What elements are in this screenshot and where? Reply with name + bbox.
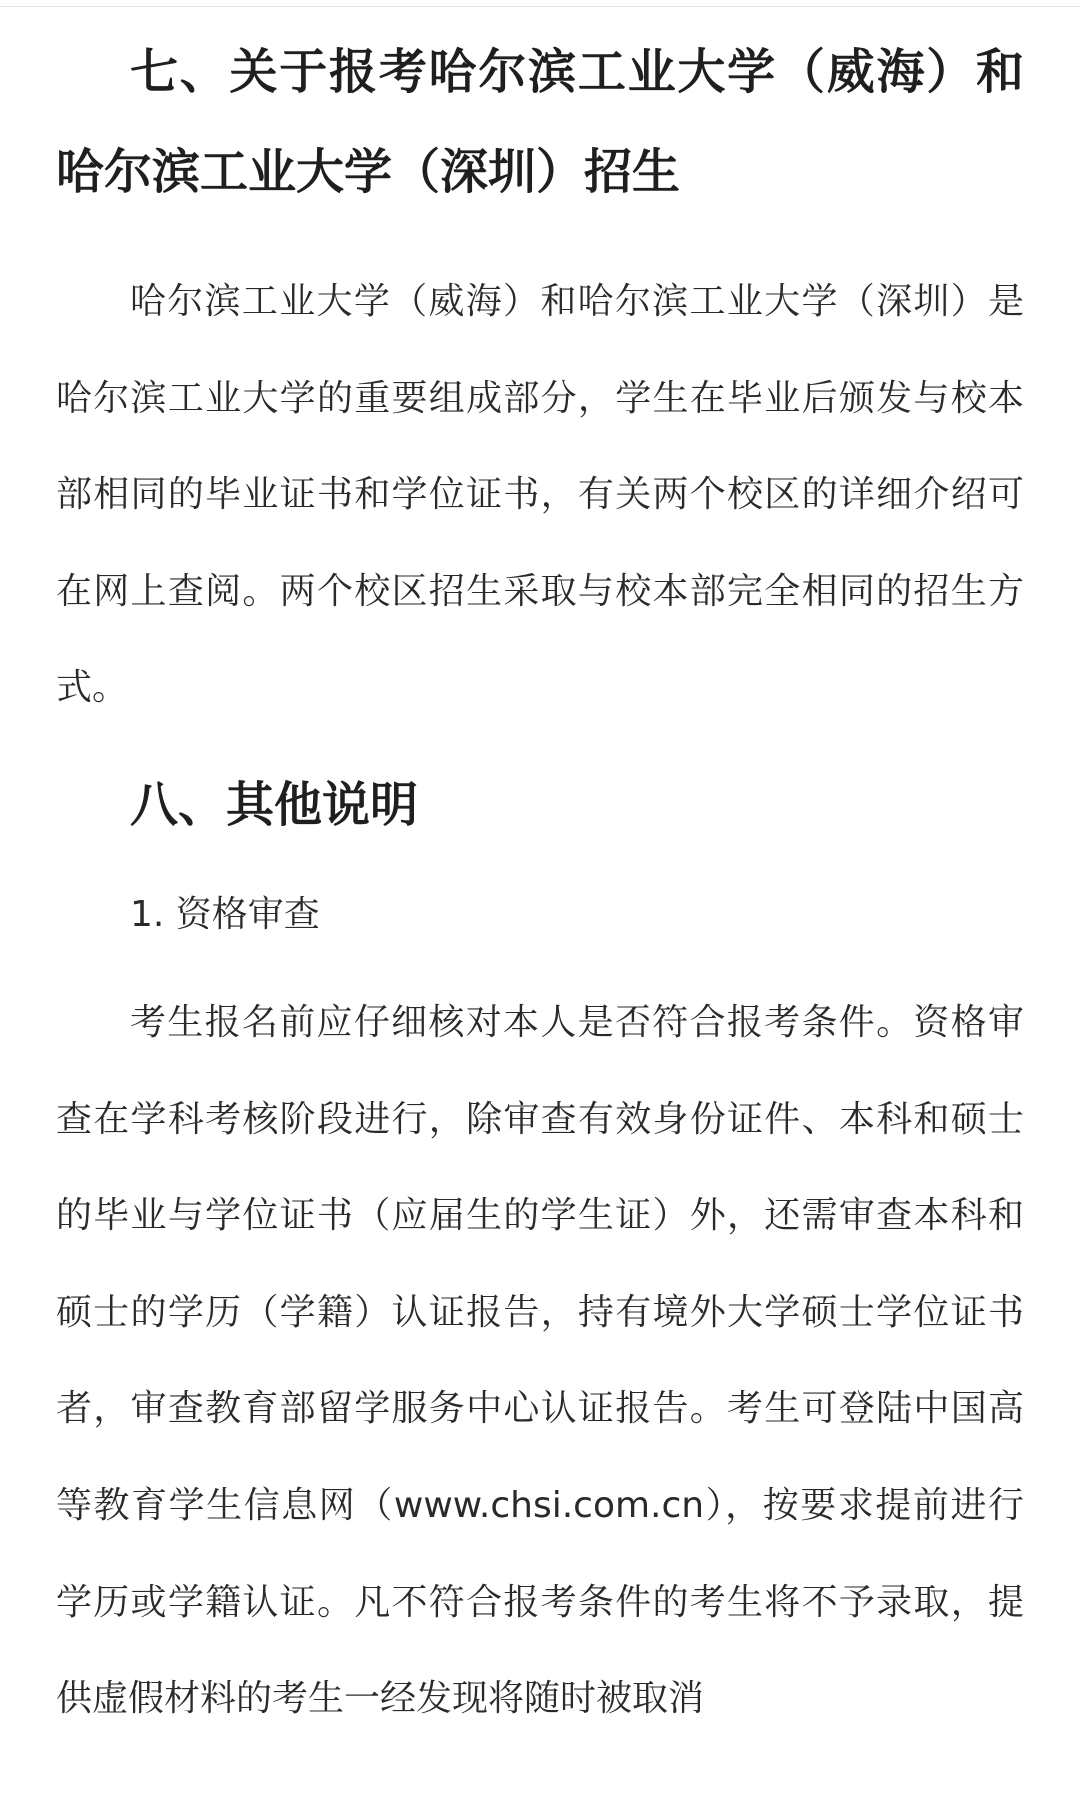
section-8-heading: 八、其他说明 (130, 776, 419, 833)
top-divider (0, 6, 1080, 7)
qualification-review-paragraph: 考生报名前应仔细核对本人是否符合报考条件。资格审查在学科考核阶段进行，除审查有效身份证件、本科和硕士的毕业与学位证书（应届生的学生证）外，还需审查本科和硕士的学历（学籍）认证报告，持有境外大学硕士学位证书者，审查教育部留学服务中心认证报告。考生可登陆中国高等教育学生信息网（www.chsi.com.cn），按要求提前进行学历或学籍认证。凡不符合报考条件的考生将不予录取，提供虚假材料的考生一经发现将随时被取消 (56, 1001, 1024, 1720)
section-7-paragraph: 哈尔滨工业大学（威海）和哈尔滨工业大学（深圳）是哈尔滨工业大学的重要组成部分，学生在毕业后颁发与校本部相同的毕业证书和学位证书，有关两个校区的详细介绍可在网上查阅。两个校区招生采取与校本部完全相同的招生方式。 (56, 281, 1024, 709)
qualification-review-subheading: 1. 资格审查 (130, 893, 320, 935)
article-body (56, 22, 1024, 1748)
section-7-heading: 七、关于报考哈尔滨工业大学（威海）和哈尔滨工业大学（深圳）招生 (56, 44, 1024, 200)
